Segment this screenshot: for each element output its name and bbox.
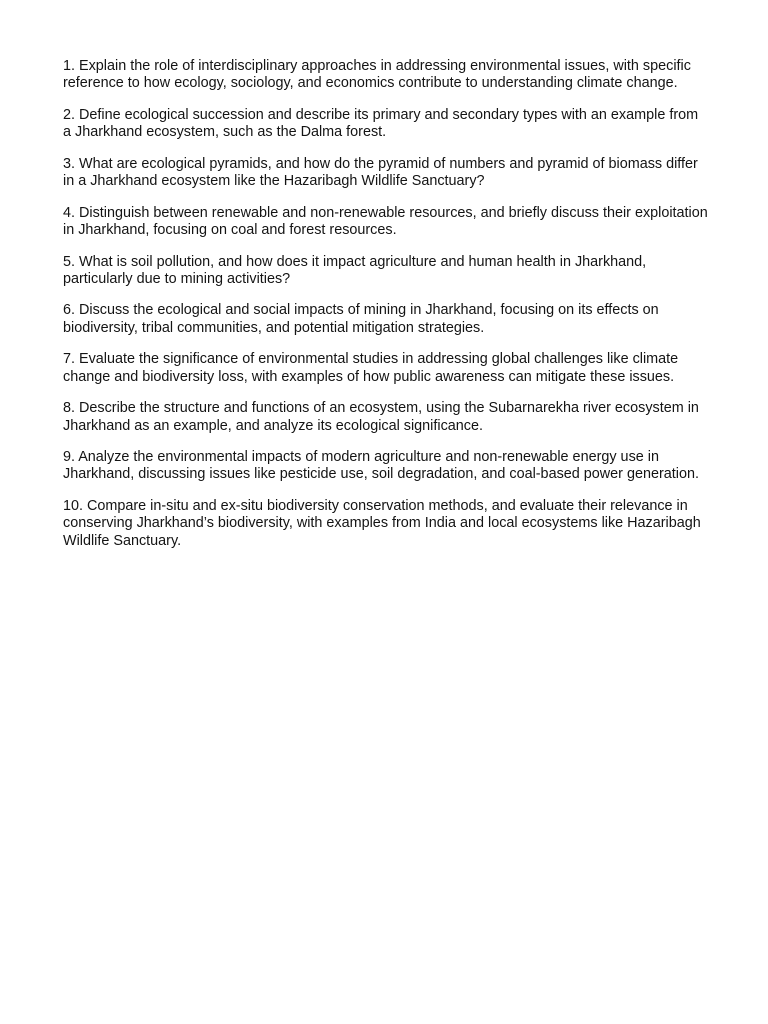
question-1: 1. Explain the role of interdisciplinary approaches in addressing environmental issues, with specific reference to how ecology, sociology, and economics contribute to understanding climate change. (63, 58, 691, 92)
question-2: 2. Define ecological succession and describe its primary and secondary types with an example from a Jharkhand ecosystem, such as the Dalma forest. (63, 106, 699, 141)
question-8: 8. Describe the structure and functions of an ecosystem, using the Subarnarekha river ecosystem in Jharkhand as an example, and analyze its ecological significance. (63, 400, 699, 434)
question-5: 5. What is soil pollution, and how does it impact agriculture and human health in Jharkhand, particularly due to mining activities? (63, 253, 647, 287)
question-6: 6. Discuss the ecological and social impacts of mining in Jharkhand, focusing on its effects on biodiversity, tribal communities, and potential mitigation strategies. (63, 302, 659, 336)
question-3: 3. What are ecological pyramids, and how do the pyramid of numbers and pyramid of biomass differ in a Jharkhand ecosystem like the Hazaribagh Wildlife Sanctuary? (63, 155, 698, 190)
question-10: 10. Compare in-situ and ex-situ biodiversity conservation methods, and evaluate their relevance in conserving Jharkhand’s biodiversity, with examples from India and local ecosystems like Hazaribagh Wildlife Sanctuary. (63, 498, 701, 549)
question-7: 7. Evaluate the significance of environmental studies in addressing global challenges like climate change and biodiversity loss, with examples of how public awareness can mitigate these issues. (63, 351, 679, 385)
question-9: 9. Analyze the environmental impacts of modern agriculture and non-renewable energy use in Jharkhand, discussing issues like pesticide use, soil degradation, and coal-based power generation. (63, 449, 699, 483)
question-4: 4. Distinguish between renewable and non-renewable resources, and briefly discuss their exploitation in Jharkhand, focusing on coal and forest resources. (63, 204, 708, 238)
question-list (63, 58, 708, 564)
